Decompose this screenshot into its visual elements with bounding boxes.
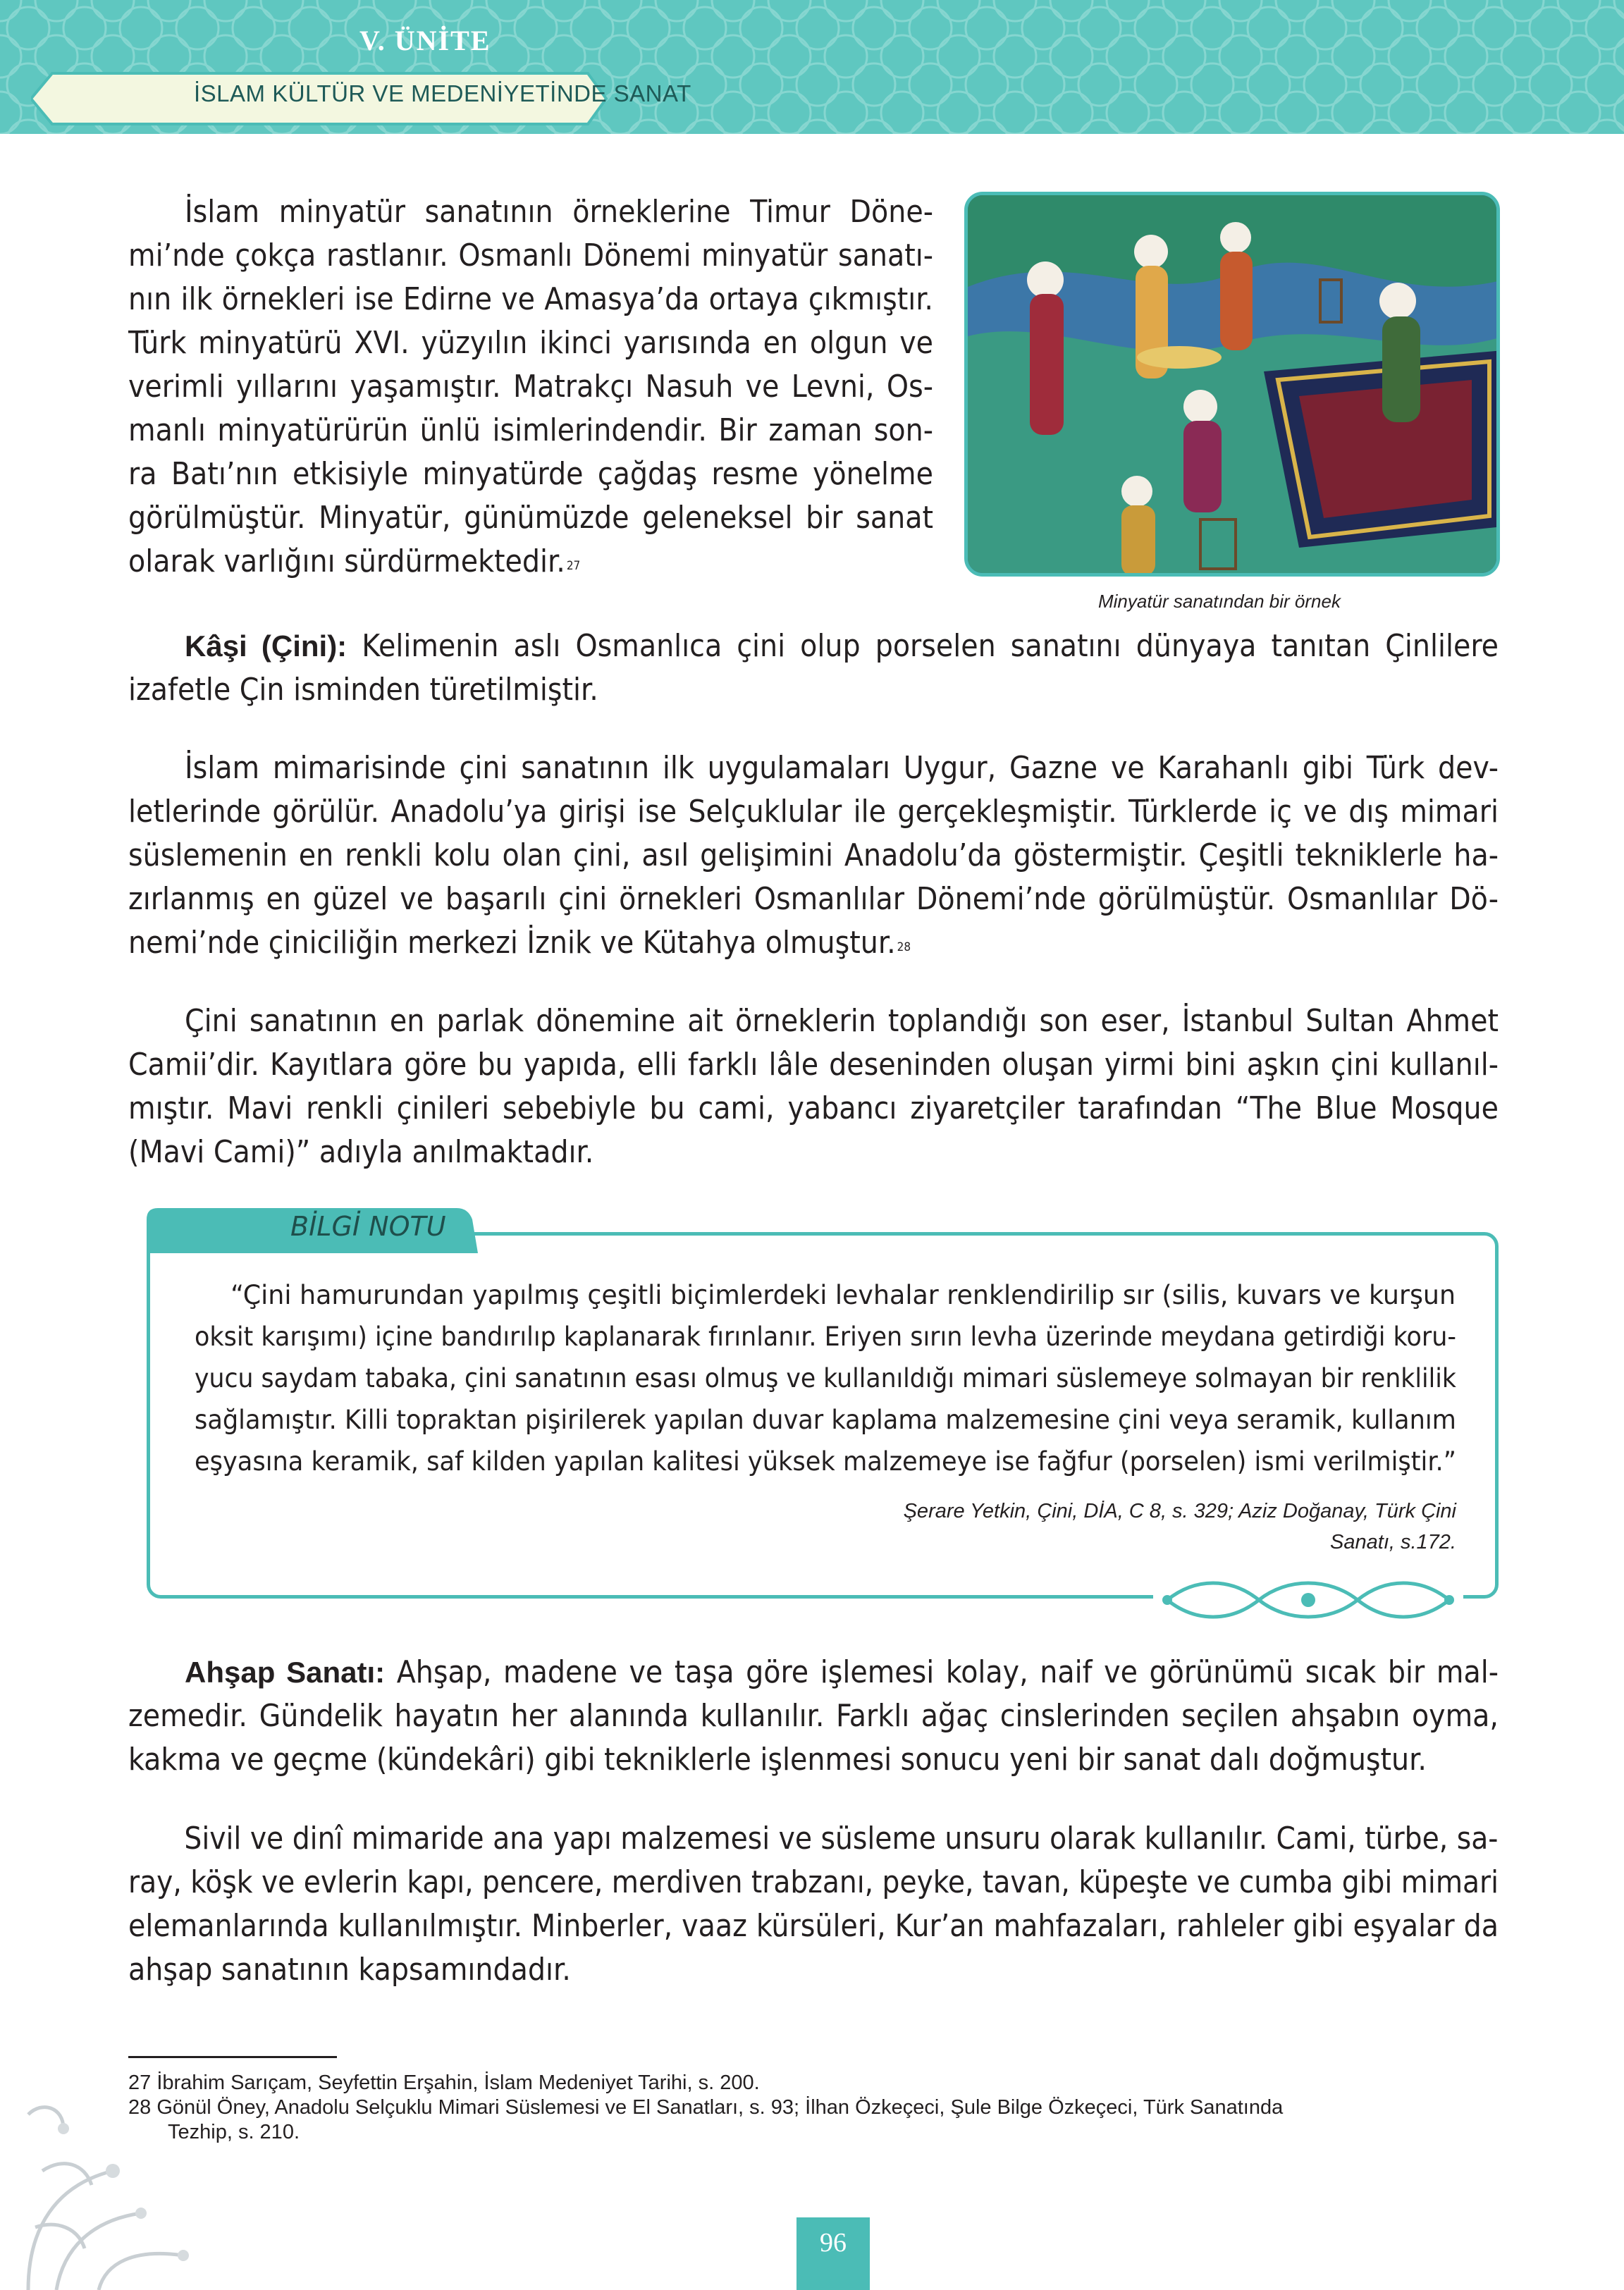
kasi-first-line (128, 624, 1499, 668)
footnotes (128, 2071, 1283, 2145)
cini-history-paragraph (128, 746, 1499, 965)
para2-line: letlerinde görülür. Anadolu’ya girişi ise Selçuklular ile gerçekleşmiştir. Türklerde iç ve dış mimari (128, 794, 1499, 830)
footnote-ref-28[interactable]: 28 (897, 940, 911, 954)
mimari-paragraph (128, 1817, 1499, 1992)
ahsap-first-text: Ahşap, madene ve taşa göre işlemesi kolay, naif ve görünümü sıcak bir mal- (385, 1654, 1499, 1690)
section-title: İSLAM KÜLTÜR VE MEDENİYETİNDE SANAT (194, 80, 691, 106)
quote-line: sağlamıştır. Killi topraktan pişirilerek yapılan duvar kaplama malzemesine çini veya seramik, kullanım (195, 1405, 1456, 1435)
quote-line: “Çini hamurundan yapılmış çeşitli biçimlerdeki levhalar renklendirilip sır (silis, kuvars ve kurşun (230, 1280, 1456, 1310)
intro-line: manlı minyatürürün ünlü isimlerindendir. Bir zaman son- (128, 412, 933, 448)
intro-line: nın ilk örnekleri ise Edirne ve Amasya’da ortaya çıkmıştır. (128, 281, 933, 317)
footnote-divider (128, 2056, 337, 2058)
miniature-image (964, 192, 1500, 577)
footnote-28-cont: Tezhip, s. 210. (168, 2121, 300, 2143)
quote-line: yucu saydam tabaka, çini sanatının esası olmuş ve kullanıldığı mimari süslemeye solmayan bir renklilik (195, 1363, 1456, 1393)
para2-line: İslam mimarisinde çini sanatının ilk uygulamaları Uygur, Gazne ve Karahanlı gibi Türk dev- (185, 750, 1499, 786)
para3-line: (Mavi Cami)” adıyla anılmaktadır. (128, 1134, 594, 1170)
intro-line: ra Batı’nın etkisiyle minyatürde çağdaş resme yönelme (128, 456, 933, 492)
para5-line: ray, köşk ve evlerin kapı, pencere, merdiven trabzanı, peyke, tavan, küpeşte ve cumba gibi mimari (128, 1864, 1499, 1900)
para3-line: Çini sanatının en parlak dönemine ait örneklerin toplandığı son eser, İstanbul Sultan Ahmet (185, 1003, 1499, 1039)
kasi-line: izafetle Çin isminden türetilmiştir. (128, 672, 598, 708)
para5-line: Sivil ve dinî mimaride ana yapı malzemesi ve süsleme unsuru olarak kullanılır. Cami, türbe, sa- (184, 1821, 1499, 1857)
info-note-title: BİLGİ NOTU (290, 1211, 446, 1242)
info-source (904, 1496, 1456, 1558)
ahsap-term: Ahşap Sanatı: (185, 1656, 386, 1689)
intro-line: mi’nde çokça rastlanır. Osmanlı Dönemi minyatür sanatı- (128, 238, 933, 273)
figure-caption: Minyatür sanatından bir örnek (1098, 591, 1341, 612)
intro-line: görülmüştür. Minyatür, günümüzde geleneksel bir sanat (128, 500, 933, 536)
kasi-term: Kâşi (Çini): (185, 629, 347, 663)
kasi-first-text: Kelimenin aslı Osmanlıca çini olup porselen sanatını dünyaya tanıtan Çinlilere (347, 628, 1499, 664)
para3-line: Camii’dir. Kayıtlara göre bu yapıda, elli farklı lâle deseninden oluşan yirmi bini aşkın çini kullanıl- (128, 1047, 1499, 1083)
floral-corner-icon (14, 2086, 197, 2290)
footnote-27: 27 İbrahim Sarıçam, Seyfettin Erşahin, İslam Medeniyet Tarihi, s. 200. (128, 2072, 760, 2094)
sultan-ahmet-paragraph (128, 999, 1499, 1174)
intro-line: verimli yıllarını yaşamıştır. Matrakçı Nasuh ve Levni, Os- (128, 369, 933, 405)
scroll-ornament-icon (1153, 1573, 1463, 1627)
quote-line: oksit karışımı) içine bandırılıp kaplanarak fırınlanır. Eriyen sırın levha üzerinde meydana getirdiği koru- (195, 1322, 1457, 1352)
para3-line: mıştır. Mavi renkli çinileri sebebiyle bu cami, yabancı ziyaretçiler tarafından “The Blue Mosque (128, 1090, 1499, 1126)
intro-last-text: olarak varlığını sürdürmektedir. (128, 543, 565, 579)
footnote-ref-27[interactable]: 27 (566, 559, 581, 573)
ahsap-paragraph (128, 1651, 1499, 1782)
intro-line: Türk minyatürü XVI. yüzyılın ikinci yarısında en olgun ve (128, 325, 933, 361)
ahsap-line: zemedir. Gündelik hayatın her alanında kullanılır. Farklı ağaç cinslerinden seçilen ahşabın oyma, (128, 1698, 1499, 1734)
quote-line: eşyasına keramik, saf kilden yapılan kalitesi yüksek malzemeye ise fağfur (porselen) ismi verilmiştir.” (195, 1446, 1456, 1477)
miniature-illustration-icon (968, 195, 1500, 577)
unit-label: V. ÜNİTE (359, 25, 491, 56)
para2-line (128, 921, 1499, 965)
intro-line: İslam minyatür sanatının örneklerine Timur Döne- (185, 194, 933, 230)
intro-paragraph (128, 190, 933, 584)
footnote-28: 28 Gönül Öney, Anadolu Selçuklu Mimari Süslemesi ve El Sanatları, s. 93; İlhan Özkeçeci, Şule Bilge Özkeçeci, Türk Sanatında (128, 2096, 1284, 2119)
info-quote (195, 1274, 1456, 1482)
para2-last-text: nemi’nde çiniciliğin merkezi İznik ve Kütahya olmuştur. (128, 925, 896, 961)
ahsap-line: kakma ve geçme (kündekâri) gibi tekniklerle işlenmesi sonucu yeni bir sanat dalı doğmuştur. (128, 1742, 1427, 1778)
source-line: Sanatı, s.172. (1330, 1531, 1456, 1553)
para5-line: ahşap sanatının kapsamındadır. (128, 1952, 571, 1988)
para2-line: süslemenin en renkli kolu olan çini, asıl gelişimini Anadolu’da göstermiştir. Çeşitli tekniklerle ha- (128, 837, 1499, 873)
intro-line (128, 540, 933, 584)
page-number: 96 (820, 2228, 847, 2258)
ahsap-first-line (128, 1651, 1499, 1694)
para2-line: zırlanmış en güzel ve başarılı çini örnekleri Osmanlılar Dönemi’nde görülmüştür. Osmanlılar Dö- (128, 881, 1499, 917)
para5-line: elemanlarında kullanılmıştır. Minberler, vaaz kürsüleri, Kur’an mahfazaları, rahleler gibi eşyalar da (128, 1908, 1499, 1944)
source-line: Şerare Yetkin, Çini, DİA, C 8, s. 329; Aziz Doğanay, Türk Çini (903, 1500, 1456, 1522)
kasi-paragraph (128, 624, 1499, 712)
